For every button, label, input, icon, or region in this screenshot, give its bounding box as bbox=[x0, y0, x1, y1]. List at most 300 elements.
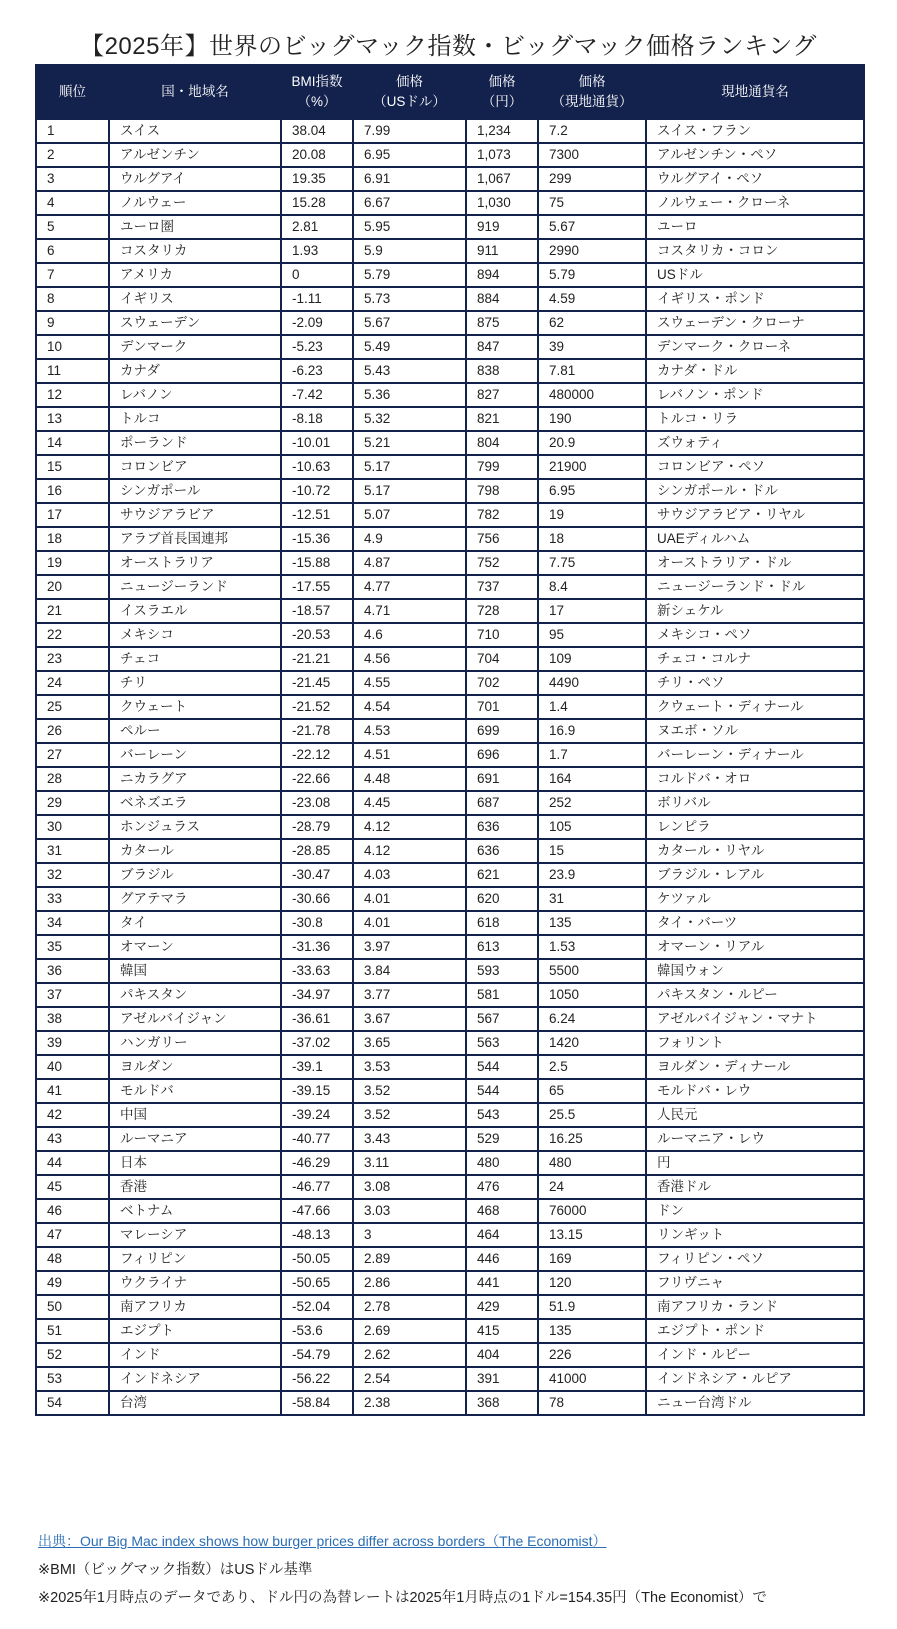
table-row bbox=[36, 863, 864, 887]
table-row bbox=[36, 455, 864, 479]
rank-cell: 52 bbox=[36, 1343, 109, 1367]
country-cell: 台湾 bbox=[109, 1391, 281, 1415]
country-cell: トルコ bbox=[109, 407, 281, 431]
header-rank bbox=[36, 65, 109, 119]
price-local-cell: 169 bbox=[538, 1247, 646, 1271]
price-jpy-cell: 415 bbox=[466, 1319, 538, 1343]
bmi-cell: -37.02 bbox=[281, 1031, 353, 1055]
currency-cell: コルドバ・オロ bbox=[646, 767, 864, 791]
country-cell: パキスタン bbox=[109, 983, 281, 1007]
currency-cell: ヨルダン・ディナール bbox=[646, 1055, 864, 1079]
country-cell: 香港 bbox=[109, 1175, 281, 1199]
bmi-cell: -10.72 bbox=[281, 479, 353, 503]
note-exchange-rate: ※2025年1月時点のデータであり、ドル円の為替レートは2025年1月時点の1ドル=154.35円（The Economist）で bbox=[38, 1590, 767, 1606]
table-row bbox=[36, 839, 864, 863]
price-jpy-cell: 884 bbox=[466, 287, 538, 311]
price-usd-cell: 4.53 bbox=[353, 719, 466, 743]
rank-cell: 8 bbox=[36, 287, 109, 311]
price-usd-cell: 3.67 bbox=[353, 1007, 466, 1031]
header-sublabel: （現地通貨） bbox=[551, 94, 633, 109]
currency-cell: アゼルバイジャン・マナト bbox=[646, 1007, 864, 1031]
rank-cell: 53 bbox=[36, 1367, 109, 1391]
table-row bbox=[36, 407, 864, 431]
bmi-cell: -23.08 bbox=[281, 791, 353, 815]
bmi-cell: 38.04 bbox=[281, 119, 353, 143]
country-cell: ホンジュラス bbox=[109, 815, 281, 839]
country-cell: コロンビア bbox=[109, 455, 281, 479]
currency-cell: カナダ・ドル bbox=[646, 359, 864, 383]
table-row bbox=[36, 767, 864, 791]
price-usd-cell: 3.52 bbox=[353, 1103, 466, 1127]
currency-cell: ノルウェー・クローネ bbox=[646, 191, 864, 215]
price-local-cell: 480 bbox=[538, 1151, 646, 1175]
bmi-cell: -56.22 bbox=[281, 1367, 353, 1391]
price-usd-cell: 6.67 bbox=[353, 191, 466, 215]
country-cell: インド bbox=[109, 1343, 281, 1367]
price-usd-cell: 2.89 bbox=[353, 1247, 466, 1271]
price-jpy-cell: 620 bbox=[466, 887, 538, 911]
rank-cell: 32 bbox=[36, 863, 109, 887]
price-jpy-cell: 618 bbox=[466, 911, 538, 935]
table-row bbox=[36, 1367, 864, 1391]
bmi-cell: -6.23 bbox=[281, 359, 353, 383]
table-row bbox=[36, 623, 864, 647]
price-jpy-cell: 429 bbox=[466, 1295, 538, 1319]
country-cell: オマーン bbox=[109, 935, 281, 959]
bmi-cell: -10.01 bbox=[281, 431, 353, 455]
price-usd-cell: 4.01 bbox=[353, 911, 466, 935]
price-jpy-cell: 911 bbox=[466, 239, 538, 263]
currency-cell: ケツァル bbox=[646, 887, 864, 911]
currency-cell: メキシコ・ペソ bbox=[646, 623, 864, 647]
bmi-cell: -28.85 bbox=[281, 839, 353, 863]
country-cell: フィリピン bbox=[109, 1247, 281, 1271]
currency-cell: 円 bbox=[646, 1151, 864, 1175]
rank-cell: 6 bbox=[36, 239, 109, 263]
rank-cell: 26 bbox=[36, 719, 109, 743]
country-cell: コスタリカ bbox=[109, 239, 281, 263]
rank-cell: 42 bbox=[36, 1103, 109, 1127]
bmi-cell: -39.24 bbox=[281, 1103, 353, 1127]
price-usd-cell: 5.07 bbox=[353, 503, 466, 527]
table-row bbox=[36, 1247, 864, 1271]
price-local-cell: 135 bbox=[538, 911, 646, 935]
price-local-cell: 62 bbox=[538, 311, 646, 335]
header-price-usd bbox=[353, 65, 466, 119]
price-usd-cell: 3.03 bbox=[353, 1199, 466, 1223]
rank-cell: 10 bbox=[36, 335, 109, 359]
country-cell: スウェーデン bbox=[109, 311, 281, 335]
price-jpy-cell: 756 bbox=[466, 527, 538, 551]
currency-cell: 韓国ウォン bbox=[646, 959, 864, 983]
currency-cell: 南アフリカ・ランド bbox=[646, 1295, 864, 1319]
price-usd-cell: 4.48 bbox=[353, 767, 466, 791]
price-jpy-cell: 563 bbox=[466, 1031, 538, 1055]
rank-cell: 54 bbox=[36, 1391, 109, 1415]
currency-cell: インドネシア・ルピア bbox=[646, 1367, 864, 1391]
bmi-cell: -39.1 bbox=[281, 1055, 353, 1079]
table-row bbox=[36, 359, 864, 383]
price-jpy-cell: 593 bbox=[466, 959, 538, 983]
price-jpy-cell: 696 bbox=[466, 743, 538, 767]
price-jpy-cell: 581 bbox=[466, 983, 538, 1007]
country-cell: オーストラリア bbox=[109, 551, 281, 575]
price-usd-cell: 4.56 bbox=[353, 647, 466, 671]
country-cell: アゼルバイジャン bbox=[109, 1007, 281, 1031]
currency-cell: フィリピン・ペソ bbox=[646, 1247, 864, 1271]
currency-cell: ユーロ bbox=[646, 215, 864, 239]
rank-cell: 36 bbox=[36, 959, 109, 983]
rank-cell: 5 bbox=[36, 215, 109, 239]
price-jpy-cell: 468 bbox=[466, 1199, 538, 1223]
price-local-cell: 6.24 bbox=[538, 1007, 646, 1031]
currency-cell: イギリス・ポンド bbox=[646, 287, 864, 311]
price-local-cell: 8.4 bbox=[538, 575, 646, 599]
price-usd-cell: 2.54 bbox=[353, 1367, 466, 1391]
page-title: 【2025年】世界のビッグマック指数・ビッグマック価格ランキング bbox=[80, 33, 817, 60]
price-local-cell: 299 bbox=[538, 167, 646, 191]
price-usd-cell: 5.21 bbox=[353, 431, 466, 455]
table-row bbox=[36, 1223, 864, 1247]
currency-cell: インド・ルピー bbox=[646, 1343, 864, 1367]
table-row bbox=[36, 1031, 864, 1055]
bmi-cell: 2.81 bbox=[281, 215, 353, 239]
price-usd-cell: 3.43 bbox=[353, 1127, 466, 1151]
price-jpy-cell: 636 bbox=[466, 839, 538, 863]
currency-cell: レバノン・ポンド bbox=[646, 383, 864, 407]
country-cell: 中国 bbox=[109, 1103, 281, 1127]
price-usd-cell: 4.87 bbox=[353, 551, 466, 575]
price-jpy-cell: 827 bbox=[466, 383, 538, 407]
price-local-cell: 1050 bbox=[538, 983, 646, 1007]
rank-cell: 19 bbox=[36, 551, 109, 575]
currency-cell: 香港ドル bbox=[646, 1175, 864, 1199]
price-local-cell: 120 bbox=[538, 1271, 646, 1295]
currency-cell: フリヴニャ bbox=[646, 1271, 864, 1295]
header-label: 価格 bbox=[578, 74, 606, 89]
table-row bbox=[36, 599, 864, 623]
price-usd-cell: 5.17 bbox=[353, 455, 466, 479]
price-jpy-cell: 710 bbox=[466, 623, 538, 647]
price-local-cell: 7.2 bbox=[538, 119, 646, 143]
country-cell: カナダ bbox=[109, 359, 281, 383]
price-usd-cell: 2.38 bbox=[353, 1391, 466, 1415]
rank-cell: 37 bbox=[36, 983, 109, 1007]
table-row bbox=[36, 1079, 864, 1103]
rank-cell: 33 bbox=[36, 887, 109, 911]
price-local-cell: 95 bbox=[538, 623, 646, 647]
price-local-cell: 18 bbox=[538, 527, 646, 551]
currency-cell: コスタリカ・コロン bbox=[646, 239, 864, 263]
rank-cell: 27 bbox=[36, 743, 109, 767]
country-cell: ニュージーランド bbox=[109, 575, 281, 599]
bmi-cell: -48.13 bbox=[281, 1223, 353, 1247]
currency-cell: ヌエボ・ソル bbox=[646, 719, 864, 743]
rank-cell: 39 bbox=[36, 1031, 109, 1055]
price-local-cell: 7.81 bbox=[538, 359, 646, 383]
rank-cell: 47 bbox=[36, 1223, 109, 1247]
price-usd-cell: 4.03 bbox=[353, 863, 466, 887]
table-row bbox=[36, 191, 864, 215]
currency-cell: フォリント bbox=[646, 1031, 864, 1055]
currency-cell: ズウォティ bbox=[646, 431, 864, 455]
price-usd-cell: 6.91 bbox=[353, 167, 466, 191]
bmi-cell: -46.29 bbox=[281, 1151, 353, 1175]
price-jpy-cell: 737 bbox=[466, 575, 538, 599]
currency-cell: レンピラ bbox=[646, 815, 864, 839]
rank-cell: 2 bbox=[36, 143, 109, 167]
table-row bbox=[36, 671, 864, 695]
currency-cell: チェコ・コルナ bbox=[646, 647, 864, 671]
country-cell: レバノン bbox=[109, 383, 281, 407]
price-jpy-cell: 782 bbox=[466, 503, 538, 527]
table-row bbox=[36, 1007, 864, 1031]
price-local-cell: 4.59 bbox=[538, 287, 646, 311]
country-cell: ルーマニア bbox=[109, 1127, 281, 1151]
bmi-cell: -52.04 bbox=[281, 1295, 353, 1319]
bmi-cell: -28.79 bbox=[281, 815, 353, 839]
price-jpy-cell: 391 bbox=[466, 1367, 538, 1391]
price-jpy-cell: 699 bbox=[466, 719, 538, 743]
table-row bbox=[36, 935, 864, 959]
price-jpy-cell: 1,067 bbox=[466, 167, 538, 191]
currency-cell: カタール・リヤル bbox=[646, 839, 864, 863]
currency-cell: UAEディルハム bbox=[646, 527, 864, 551]
bmi-cell: -36.61 bbox=[281, 1007, 353, 1031]
table-row bbox=[36, 959, 864, 983]
price-local-cell: 75 bbox=[538, 191, 646, 215]
currency-cell: バーレーン・ディナール bbox=[646, 743, 864, 767]
rank-cell: 30 bbox=[36, 815, 109, 839]
price-local-cell: 226 bbox=[538, 1343, 646, 1367]
bmi-cell: -10.63 bbox=[281, 455, 353, 479]
bmi-cell: -31.36 bbox=[281, 935, 353, 959]
table-row bbox=[36, 1343, 864, 1367]
table-row bbox=[36, 1151, 864, 1175]
rank-cell: 17 bbox=[36, 503, 109, 527]
table-row bbox=[36, 335, 864, 359]
price-jpy-cell: 701 bbox=[466, 695, 538, 719]
currency-cell: オーストラリア・ドル bbox=[646, 551, 864, 575]
table-row bbox=[36, 719, 864, 743]
table-row bbox=[36, 695, 864, 719]
price-usd-cell: 5.95 bbox=[353, 215, 466, 239]
bmi-cell: -33.63 bbox=[281, 959, 353, 983]
price-local-cell: 78 bbox=[538, 1391, 646, 1415]
price-jpy-cell: 613 bbox=[466, 935, 538, 959]
currency-cell: モルドバ・レウ bbox=[646, 1079, 864, 1103]
price-jpy-cell: 838 bbox=[466, 359, 538, 383]
price-local-cell: 5.79 bbox=[538, 263, 646, 287]
price-jpy-cell: 543 bbox=[466, 1103, 538, 1127]
price-usd-cell: 4.51 bbox=[353, 743, 466, 767]
table-row bbox=[36, 143, 864, 167]
price-jpy-cell: 875 bbox=[466, 311, 538, 335]
price-usd-cell: 5.79 bbox=[353, 263, 466, 287]
price-local-cell: 13.15 bbox=[538, 1223, 646, 1247]
rank-cell: 43 bbox=[36, 1127, 109, 1151]
table-row bbox=[36, 239, 864, 263]
price-jpy-cell: 544 bbox=[466, 1055, 538, 1079]
currency-cell: オマーン・リアル bbox=[646, 935, 864, 959]
price-usd-cell: 5.9 bbox=[353, 239, 466, 263]
price-local-cell: 76000 bbox=[538, 1199, 646, 1223]
price-jpy-cell: 847 bbox=[466, 335, 538, 359]
table-row bbox=[36, 887, 864, 911]
price-usd-cell: 5.17 bbox=[353, 479, 466, 503]
price-usd-cell: 4.01 bbox=[353, 887, 466, 911]
price-usd-cell: 3.08 bbox=[353, 1175, 466, 1199]
country-cell: ベネズエラ bbox=[109, 791, 281, 815]
bmi-cell: -34.97 bbox=[281, 983, 353, 1007]
country-cell: ヨルダン bbox=[109, 1055, 281, 1079]
country-cell: サウジアラビア bbox=[109, 503, 281, 527]
country-cell: ハンガリー bbox=[109, 1031, 281, 1055]
price-jpy-cell: 368 bbox=[466, 1391, 538, 1415]
rank-cell: 50 bbox=[36, 1295, 109, 1319]
price-local-cell: 25.5 bbox=[538, 1103, 646, 1127]
table-row bbox=[36, 1175, 864, 1199]
price-local-cell: 23.9 bbox=[538, 863, 646, 887]
currency-cell: ボリバル bbox=[646, 791, 864, 815]
country-cell: インドネシア bbox=[109, 1367, 281, 1391]
price-jpy-cell: 687 bbox=[466, 791, 538, 815]
bmi-cell: -30.8 bbox=[281, 911, 353, 935]
currency-cell: ブラジル・レアル bbox=[646, 863, 864, 887]
rank-cell: 21 bbox=[36, 599, 109, 623]
currency-cell: ニュージーランド・ドル bbox=[646, 575, 864, 599]
table-row bbox=[36, 1295, 864, 1319]
price-local-cell: 190 bbox=[538, 407, 646, 431]
header-price-local bbox=[538, 65, 646, 119]
price-jpy-cell: 446 bbox=[466, 1247, 538, 1271]
price-usd-cell: 4.54 bbox=[353, 695, 466, 719]
bmi-cell: 0 bbox=[281, 263, 353, 287]
country-cell: 南アフリカ bbox=[109, 1295, 281, 1319]
currency-cell: ドン bbox=[646, 1199, 864, 1223]
price-local-cell: 65 bbox=[538, 1079, 646, 1103]
table-row bbox=[36, 503, 864, 527]
price-local-cell: 6.95 bbox=[538, 479, 646, 503]
header-bmi bbox=[281, 65, 353, 119]
currency-cell: ルーマニア・レウ bbox=[646, 1127, 864, 1151]
rank-cell: 12 bbox=[36, 383, 109, 407]
price-local-cell: 109 bbox=[538, 647, 646, 671]
price-usd-cell: 3.53 bbox=[353, 1055, 466, 1079]
price-jpy-cell: 1,234 bbox=[466, 119, 538, 143]
bmi-cell: 15.28 bbox=[281, 191, 353, 215]
bmi-cell: -20.53 bbox=[281, 623, 353, 647]
price-jpy-cell: 728 bbox=[466, 599, 538, 623]
currency-cell: コロンビア・ペソ bbox=[646, 455, 864, 479]
country-cell: モルドバ bbox=[109, 1079, 281, 1103]
country-cell: クウェート bbox=[109, 695, 281, 719]
country-cell: カタール bbox=[109, 839, 281, 863]
country-cell: メキシコ bbox=[109, 623, 281, 647]
header-sublabel: （円） bbox=[481, 94, 523, 109]
price-jpy-cell: 691 bbox=[466, 767, 538, 791]
source-link[interactable]: 出典：Our Big Mac index shows how burger prices differ across borders（The Economist） bbox=[38, 1533, 607, 1549]
price-usd-cell: 4.12 bbox=[353, 839, 466, 863]
table-row bbox=[36, 815, 864, 839]
rank-cell: 38 bbox=[36, 1007, 109, 1031]
price-local-cell: 24 bbox=[538, 1175, 646, 1199]
rank-cell: 45 bbox=[36, 1175, 109, 1199]
country-cell: シンガポール bbox=[109, 479, 281, 503]
price-jpy-cell: 798 bbox=[466, 479, 538, 503]
price-local-cell: 41000 bbox=[538, 1367, 646, 1391]
table-row bbox=[36, 1127, 864, 1151]
table-row bbox=[36, 1271, 864, 1295]
bmi-cell: -2.09 bbox=[281, 311, 353, 335]
bmi-cell: -40.77 bbox=[281, 1127, 353, 1151]
price-local-cell: 5.67 bbox=[538, 215, 646, 239]
price-jpy-cell: 804 bbox=[466, 431, 538, 455]
rank-cell: 22 bbox=[36, 623, 109, 647]
currency-cell: ニュー台湾ドル bbox=[646, 1391, 864, 1415]
country-cell: アラブ首長国連邦 bbox=[109, 527, 281, 551]
bmi-cell: -15.36 bbox=[281, 527, 353, 551]
rank-cell: 49 bbox=[36, 1271, 109, 1295]
price-local-cell: 135 bbox=[538, 1319, 646, 1343]
rank-cell: 9 bbox=[36, 311, 109, 335]
rank-cell: 16 bbox=[36, 479, 109, 503]
price-usd-cell: 3.97 bbox=[353, 935, 466, 959]
price-usd-cell: 3.11 bbox=[353, 1151, 466, 1175]
table-row bbox=[36, 1199, 864, 1223]
price-jpy-cell: 799 bbox=[466, 455, 538, 479]
currency-cell: タイ・バーツ bbox=[646, 911, 864, 935]
price-usd-cell: 3.52 bbox=[353, 1079, 466, 1103]
bigmac-ranking-table bbox=[35, 64, 865, 1416]
price-jpy-cell: 480 bbox=[466, 1151, 538, 1175]
price-local-cell: 19 bbox=[538, 503, 646, 527]
header-label: BMI指数 bbox=[291, 74, 343, 89]
header-label: 順位 bbox=[59, 84, 86, 99]
bmi-cell: -8.18 bbox=[281, 407, 353, 431]
rank-cell: 51 bbox=[36, 1319, 109, 1343]
header-country bbox=[109, 65, 281, 119]
currency-cell: シンガポール・ドル bbox=[646, 479, 864, 503]
currency-cell: デンマーク・クローネ bbox=[646, 335, 864, 359]
price-usd-cell: 5.67 bbox=[353, 311, 466, 335]
table-row bbox=[36, 647, 864, 671]
price-usd-cell: 2.78 bbox=[353, 1295, 466, 1319]
price-local-cell: 39 bbox=[538, 335, 646, 359]
currency-cell: リンギット bbox=[646, 1223, 864, 1247]
table-row bbox=[36, 1055, 864, 1079]
table-row bbox=[36, 551, 864, 575]
rank-cell: 13 bbox=[36, 407, 109, 431]
country-cell: マレーシア bbox=[109, 1223, 281, 1247]
price-jpy-cell: 544 bbox=[466, 1079, 538, 1103]
country-cell: グアテマラ bbox=[109, 887, 281, 911]
price-jpy-cell: 621 bbox=[466, 863, 538, 887]
price-local-cell: 16.25 bbox=[538, 1127, 646, 1151]
price-local-cell: 31 bbox=[538, 887, 646, 911]
table-row bbox=[36, 287, 864, 311]
currency-cell: USドル bbox=[646, 263, 864, 287]
bmi-cell: -15.88 bbox=[281, 551, 353, 575]
rank-cell: 4 bbox=[36, 191, 109, 215]
price-local-cell: 4490 bbox=[538, 671, 646, 695]
table-row bbox=[36, 215, 864, 239]
price-jpy-cell: 704 bbox=[466, 647, 538, 671]
rank-cell: 11 bbox=[36, 359, 109, 383]
bmi-cell: -53.6 bbox=[281, 1319, 353, 1343]
price-local-cell: 2.5 bbox=[538, 1055, 646, 1079]
note-bmi-basis: ※BMI（ビッグマック指数）はUSドル基準 bbox=[38, 1562, 313, 1578]
